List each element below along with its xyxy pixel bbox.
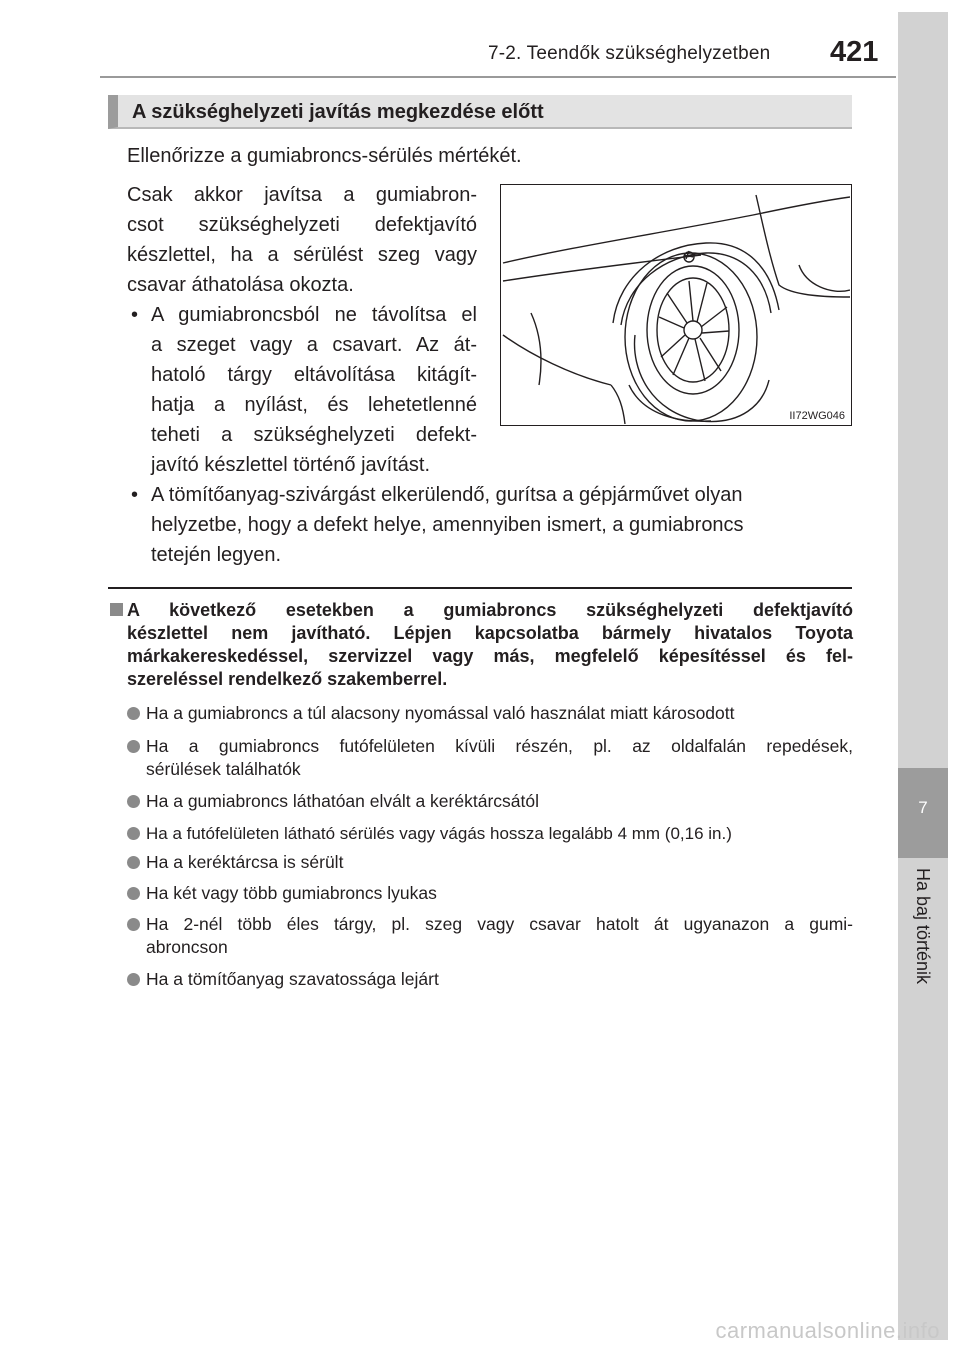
bullet-line: tetején legyen. bbox=[151, 544, 282, 566]
list-item: Ha a keréktárcsa is sérült bbox=[146, 852, 344, 872]
circle-bullet-icon bbox=[127, 973, 140, 986]
list-item: Ha a gumiabroncs láthatóan elvált a keréktárcsától bbox=[146, 791, 539, 811]
section-divider bbox=[108, 587, 852, 589]
circle-bullet-icon bbox=[127, 918, 140, 931]
circle-bullet-icon bbox=[127, 707, 140, 720]
para-line: csavar áthatolása okozta. bbox=[127, 274, 354, 296]
bullet-line: teheti a szükséghelyzeti defekt- bbox=[151, 424, 477, 446]
warning-line: készlettel nem javítható. Lépjen kapcsolatba bármely hivatalos Toyota bbox=[127, 623, 853, 643]
bullet-line: a szeget vagy a csavart. Az át- bbox=[151, 334, 477, 356]
circle-bullet-icon bbox=[127, 740, 140, 753]
bullet-dot: • bbox=[131, 484, 139, 506]
circle-bullet-icon bbox=[127, 856, 140, 869]
chapter-number: 7 bbox=[918, 798, 928, 817]
circle-bullet-icon bbox=[127, 795, 140, 808]
list-item: Ha a futófelületen látható sérülés vagy vágás hossza legalább 4 mm (0,16 in.) bbox=[146, 824, 732, 843]
list-item: Ha két vagy több gumiabroncs lyukas bbox=[146, 883, 437, 903]
list-item: Ha a gumiabroncs a túl alacsony nyomással való használat miatt károsodott bbox=[146, 703, 735, 723]
para-line: készlettel, ha a sérülést szeg vagy bbox=[127, 244, 477, 266]
chapter-sidebar bbox=[898, 12, 948, 1340]
bullet-line: helyzetbe, hogy a defekt helye, amennyiben ismert, a gumiabroncs bbox=[151, 514, 744, 536]
warning-line: A következő esetekben a gumiabroncs szükséghelyzeti defektjavító bbox=[127, 600, 853, 620]
watermark: carmanualsonline.info bbox=[715, 1318, 940, 1343]
bullet-line: hatoló tárgy eltávolítása kitágít- bbox=[151, 364, 477, 386]
header-divider bbox=[100, 76, 896, 78]
page-number: 421 bbox=[830, 36, 879, 68]
list-item: Ha 2-nél több éles tárgy, pl. szeg vagy csavar hatolt át ugyanazon a gumi- bbox=[146, 914, 853, 934]
para-line: csot szükséghelyzeti defektjavító bbox=[127, 214, 477, 236]
intro-text: Ellenőrizze a gumiabroncs-sérülés mértékét. bbox=[127, 145, 522, 167]
image-code: II72WG046 bbox=[789, 410, 845, 422]
list-item-cont: sérülések találhatók bbox=[146, 759, 301, 779]
circle-bullet-icon bbox=[127, 827, 140, 840]
section-heading-box bbox=[108, 95, 852, 129]
bullet-line: hatja a nyílást, és lehetetlenné bbox=[151, 394, 477, 416]
section-title: 7-2. Teendők szükséghelyzetben bbox=[488, 43, 771, 64]
warning-line: szereléssel rendelkező szakemberrel. bbox=[127, 669, 448, 689]
bullet-line: A gumiabroncsból ne távolítsa el bbox=[151, 304, 477, 326]
section-heading: A szükséghelyzeti javítás megkezdése előtt bbox=[132, 101, 544, 123]
chapter-title: Ha baj történik bbox=[913, 868, 933, 985]
bullet-line: A tömítőanyag-szivárgást elkerülendő, gurítsa a gépjárművet olyan bbox=[151, 484, 743, 506]
bullet-line: javító készlettel történő javítást. bbox=[151, 454, 431, 476]
square-bullet-icon bbox=[110, 603, 123, 616]
list-item: Ha a gumiabroncs futófelületen kívüli részén, pl. az oldalfalán repedések, bbox=[146, 736, 853, 756]
circle-bullet-icon bbox=[127, 887, 140, 900]
list-item: Ha a tömítőanyag szavatossága lejárt bbox=[146, 969, 439, 989]
warning-line: márkakereskedéssel, szervizzel vagy más, megfelelő képesítéssel és fel- bbox=[127, 646, 853, 666]
bullet-dot: • bbox=[131, 304, 139, 326]
flat-tire-illustration bbox=[500, 184, 852, 426]
para-line: Csak akkor javítsa a gumiabron- bbox=[127, 184, 477, 206]
car-wheel-drawing bbox=[501, 185, 850, 424]
list-item-cont: abroncson bbox=[146, 937, 228, 957]
chapter-tab[interactable] bbox=[898, 868, 948, 1008]
